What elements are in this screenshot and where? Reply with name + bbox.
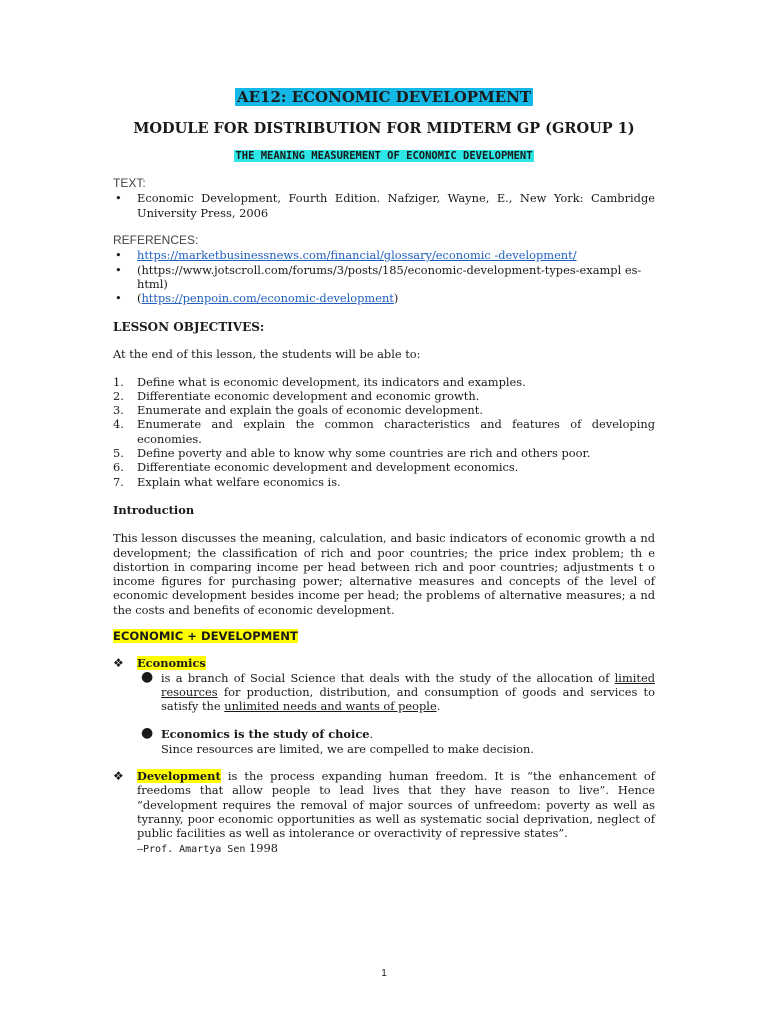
objective-item: 4. Enumerate and explain the common characteristics and features of developing economies. <box>113 417 655 446</box>
introduction-body: This lesson discusses the meaning, calculation, and basic indicators of economic growth a nd development; the classification of rich and poor countries; the price index problem; th e distortion in comparing income per head between rich and poor countries; adjustments t o income figures for purchasing power; alternative measures and concepts of the level of economic development besides income per head; the problems of alternative measures; a nd the costs and benefits of economic development. <box>113 531 655 617</box>
topic-heading: THE MEANING MEASUREMENT OF ECONOMIC DEVELOPMENT <box>235 150 533 162</box>
reference-link[interactable]: https://penpoin.com/economic-development <box>141 291 394 306</box>
document-subtitle: MODULE FOR DISTRIBUTION FOR MIDTERM GP (GROUP 1) <box>133 120 635 137</box>
bullet-icon: ● <box>141 725 154 742</box>
references-section <box>113 233 655 305</box>
economics-choice: ● Economics is the study of choice. Since resources are limited, we are compelled to make decision. <box>141 725 534 756</box>
objective-item: 1. Define what is economic development, its indicators and examples. <box>113 374 526 389</box>
objectives-intro: At the end of this lesson, the students will be able to: <box>113 347 421 362</box>
economics-term: Economics <box>137 656 206 671</box>
reference-item: • (https://penpoin.com/economic-development) <box>113 291 655 305</box>
economics-block <box>113 656 655 756</box>
economics-definition: ● is a branch of Social Science that deals with the study of the allocation of limited resources for production, distribution, and consumption of goods and services to satisfy the unlimited needs and wants of people. <box>141 668 655 714</box>
introduction-section <box>113 503 655 617</box>
introduction-heading: Introduction <box>113 503 195 517</box>
document-title: AE12: ECONOMIC DEVELOPMENT <box>236 88 532 106</box>
objective-item: 5. Define poverty and able to know why some countries are rich and others poor. <box>113 446 591 461</box>
diamond-bullet-icon: ❖ <box>113 656 124 671</box>
text-item: • Economic Development, Fourth Edition. Nafziger, Wayne, E., New York: Cambridge University Press, 2006 <box>113 191 655 220</box>
text-heading: TEXT: <box>113 176 146 190</box>
objectives-section <box>113 320 655 489</box>
econ-dev-heading: ECONOMIC + DEVELOPMENT <box>113 629 298 643</box>
objectives-heading: LESSON OBJECTIVES: <box>113 320 265 334</box>
references-heading: REFERENCES: <box>113 233 199 247</box>
diamond-bullet-icon: ❖ <box>113 769 124 784</box>
text-section <box>113 176 655 220</box>
objectives-list <box>113 375 655 489</box>
bullet-icon: ● <box>141 668 154 685</box>
objective-item: 2. Differentiate economic development and economic growth. <box>113 388 480 403</box>
development-block <box>113 769 655 857</box>
development-attribution: —Prof. Amartya Sen 1998 <box>137 840 278 855</box>
page-number: 1 <box>381 968 387 979</box>
development-definition: Development is the process expanding human freedom. It is “the enhancement of freedoms that allow people to lead lives that they have reason to live”. Hence “development requires the removal of major sources of unfreedom: poverty as well as tyranny, poor economic opportunities as well as systematic social deprivation, neglect of public facilities as well as intolerance or overactivity of repressive states”. <box>137 769 655 841</box>
reference-link[interactable]: https://marketbusinessnews.com/financial/glossary/economic -development/ <box>137 248 577 263</box>
objective-item: 6. Differentiate economic development and development economics. <box>113 460 519 475</box>
reference-item <box>113 248 655 262</box>
objective-item: 3. Enumerate and explain the goals of economic development. <box>113 403 483 418</box>
objective-item: 7. Explain what welfare economics is. <box>113 474 341 489</box>
reference-item: • (https://www.jotscroll.com/forums/3/posts/185/economic-development-types-exampl es-html) <box>113 263 655 292</box>
econ-dev-section <box>113 629 655 857</box>
